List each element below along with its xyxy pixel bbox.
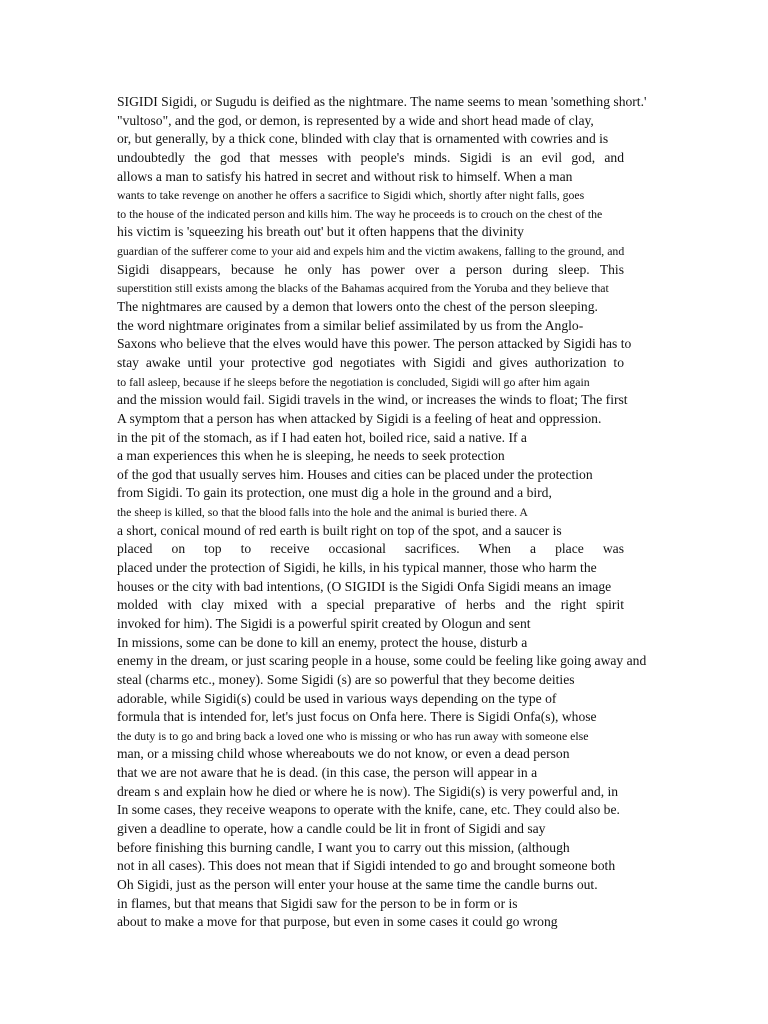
text-line: molded with clay mixed with a special preparative of herbs and the right spirit (117, 597, 624, 613)
text-line: In some cases, they receive weapons to operate with the knife, cane, etc. They could also be. (117, 802, 620, 818)
text-line: placed on top to receive occasional sacrifices. When a place was (117, 541, 624, 557)
text-line: to fall asleep, because if he sleeps before the negotiation is concluded, Sigidi will go after him again (117, 374, 590, 389)
text-line: formula that is intended for, let's just focus on Onfa here. There is Sigidi Onfa(s), whose (117, 709, 597, 725)
text-line: steal (charms etc., money). Some Sigidi (s) are so powerful that they become deities (117, 671, 575, 687)
text-line: guardian of the sufferer come to your aid and expels him and the victim awakens, falling to the ground, and (117, 244, 625, 259)
text-line: SIGIDI Sigidi, or Sugudu is deified as the nightmare. The name seems to mean 'something short.' (117, 94, 647, 109)
text-line: dream s and explain how he died or where he is now). The Sigidi(s) is very powerful and, in (117, 783, 619, 799)
text-line: a short, conical mound of red earth is built right on top of the spot, and a saucer is (117, 522, 562, 538)
text-line: superstition still exists among the blacks of the Bahamas acquired from the Yoruba and they believe that (117, 281, 609, 296)
text-line: a man experiences this when he is sleeping, he needs to seek protection (117, 448, 505, 464)
document-body (117, 93, 760, 932)
text-line: in flames, but that means that Sigidi saw for the person to be in form or is (117, 895, 518, 911)
text-line: houses or the city with bad intentions, (O SIGIDI is the Sigidi Onfa Sigidi means an image (117, 578, 612, 594)
text-line: The nightmares are caused by a demon that lowers onto the chest of the person sleeping. (117, 299, 598, 315)
text-line: about to make a move for that purpose, but even in some cases it could go wrong (117, 914, 558, 930)
text-line: "vultoso", and the god, or demon, is represented by a wide and short head made of clay, (117, 112, 594, 128)
text-line: his victim is 'squeezing his breath out' but it often happens that the divinity (117, 224, 524, 240)
text-line: the sheep is killed, so that the blood falls into the hole and the animal is buried there. A (117, 505, 528, 520)
text-line: man, or a missing child whose whereabouts we do not know, or even a dead person (117, 746, 570, 762)
text-line: in the pit of the stomach, as if I had eaten hot, boiled rice, said a native. If a (117, 429, 527, 445)
text-line: not in all cases). This does not mean that if Sigidi intended to go and brought someone both (117, 858, 616, 874)
text-line: before finishing this burning candle, I want you to carry out this mission, (although (117, 839, 570, 855)
text-line: given a deadline to operate, how a candle could be lit in front of Sigidi and say (117, 820, 546, 836)
text-line: A symptom that a person has when attacked by Sigidi is a feeling of heat and oppression. (117, 410, 602, 426)
text-line: of the god that usually serves him. Houses and cities can be placed under the protection (117, 466, 593, 482)
text-line: that we are not aware that he is dead. (in this case, the person will appear in a (117, 765, 538, 781)
text-line: placed under the protection of Sigidi, he kills, in his typical manner, those who harm the (117, 560, 597, 576)
text-line: enemy in the dream, or just scaring people in a house, some could be feeling like going away and (117, 653, 647, 669)
text-line: Sigidi disappears, because he only has power over a person during sleep. This (117, 261, 624, 277)
text-line: invoked for him). The Sigidi is a powerful spirit created by Ologun and sent (117, 615, 531, 631)
text-line: the word nightmare originates from a similar belief assimilated by us from the Anglo- (117, 317, 584, 333)
text-line: stay awake until your protective god negotiates with Sigidi and gives authorization to (117, 354, 624, 370)
text-line: to the house of the indicated person and kills him. The way he proceeds is to crouch on the chest of the (117, 206, 603, 221)
text-line: from Sigidi. To gain its protection, one must dig a hole in the ground and a bird, (117, 485, 552, 501)
text-line: allows a man to satisfy his hatred in secret and without risk to himself. When a man (117, 168, 573, 184)
text-line: wants to take revenge on another he offers a sacrifice to Sigidi which, shortly after night falls, goes (117, 188, 585, 203)
text-line: Oh Sigidi, just as the person will enter your house at the same time the candle burns out. (117, 876, 598, 892)
text-line: undoubtedly the god that messes with people's minds. Sigidi is an evil god, and (117, 149, 624, 165)
text-line: and the mission would fail. Sigidi travels in the wind, or increases the winds to float; The first (117, 392, 628, 408)
text-line: adorable, while Sigidi(s) could be used in various ways depending on the type of (117, 690, 557, 706)
text-line: or, but generally, by a thick cone, blinded with clay that is ornamented with cowries and is (117, 131, 609, 147)
text-line: Saxons who believe that the elves would have this power. The person attacked by Sigidi has to (117, 336, 632, 352)
text-line: the duty is to go and bring back a loved one who is missing or who has run away with someone else (117, 728, 589, 743)
text-line: In missions, some can be done to kill an enemy, protect the house, disturb a (117, 634, 528, 650)
